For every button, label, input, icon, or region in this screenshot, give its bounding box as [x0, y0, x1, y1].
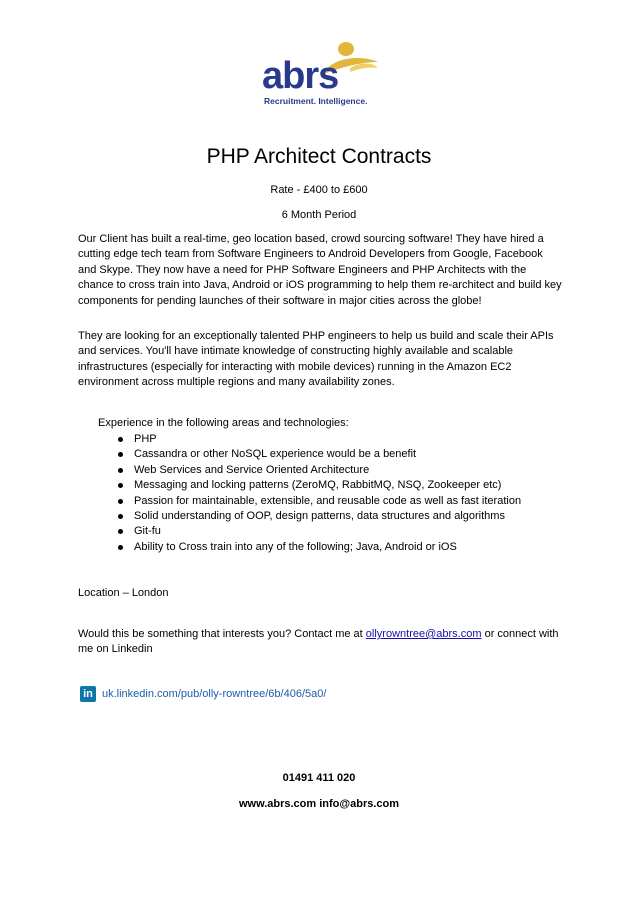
list-item: Solid understanding of OOP, design patterns, data structures and algorithms: [116, 509, 521, 524]
logo-tagline: Recruitment. Intelligence.: [264, 96, 368, 106]
period-line: 6 Month Period: [281, 209, 357, 221]
contact-paragraph: [78, 627, 563, 658]
list-item: Cassandra or other NoSQL experience would be a benefit: [116, 447, 521, 462]
bullet-icon: [118, 529, 123, 534]
footer-web-email: www.abrs.com info@abrs.com: [238, 798, 400, 810]
bullet-icon: [118, 452, 123, 457]
page-title: PHP Architect Contracts: [206, 145, 432, 168]
bullet-icon: [118, 514, 123, 519]
bullet-icon: [118, 437, 123, 442]
intro-paragraph: [78, 232, 563, 309]
description-paragraph: [78, 329, 563, 391]
description-paragraph-text: They are looking for an exceptionally talented PHP engineers to help us build and scale their APIs and services. You'll have intimate knowledge of constructing highly available and scalable infrastructures (especially for interacting with mobile devices) running in the Amazon EC2 environment across multiple regions and many availability zones.: [78, 330, 554, 389]
list-item: Passion for maintainable, extensible, and reusable code as well as fast iteration: [116, 494, 521, 509]
list-item: Messaging and locking patterns (ZeroMQ, RabbitMQ, NSQ, Zookeeper etc): [116, 478, 521, 493]
intro-paragraph-text: Our Client has built a real-time, geo location based, crowd sourcing software! They have hired a cutting edge tech team from Software Engineers to Android Developers from Google, Facebook and Skype. They now have a need for PHP Software Engineers and PHP Architects with the chance to cross train into Java, Android or iOS programming to help them re-architect and build key components for pending launches of their software in major cities across the globe!: [78, 233, 562, 307]
list-item: Git-fu: [116, 524, 521, 539]
contact-text-before: Would this be something that interests you? Contact me at: [78, 628, 366, 640]
linkedin-url-link[interactable]: uk.linkedin.com/pub/olly-rowntree/6b/406/5a0/: [102, 688, 327, 700]
bullet-icon: [118, 483, 123, 488]
list-item: PHP: [116, 432, 521, 447]
location-line: Location – London: [78, 587, 169, 599]
list-item: Web Services and Service Oriented Architecture: [116, 463, 521, 478]
experience-list: [116, 432, 521, 555]
bullet-icon: [118, 499, 123, 504]
contact-text-after: or connect with me on Linkedin: [78, 628, 559, 656]
bullet-icon: [118, 468, 123, 473]
bullet-icon: [118, 545, 123, 550]
email-link[interactable]: ollyrowntree@abrs.com: [365, 628, 482, 640]
footer-phone: 01491 411 020: [282, 772, 356, 784]
list-item: Ability to Cross train into any of the following; Java, Android or iOS: [116, 540, 521, 555]
logo-wordmark: abrs: [262, 55, 339, 97]
experience-heading: Experience in the following areas and technologies:: [98, 417, 349, 429]
abrs-logo: [258, 40, 383, 112]
linkedin-icon[interactable]: in: [80, 686, 96, 702]
rate-line: Rate - £400 to £600: [270, 184, 368, 196]
